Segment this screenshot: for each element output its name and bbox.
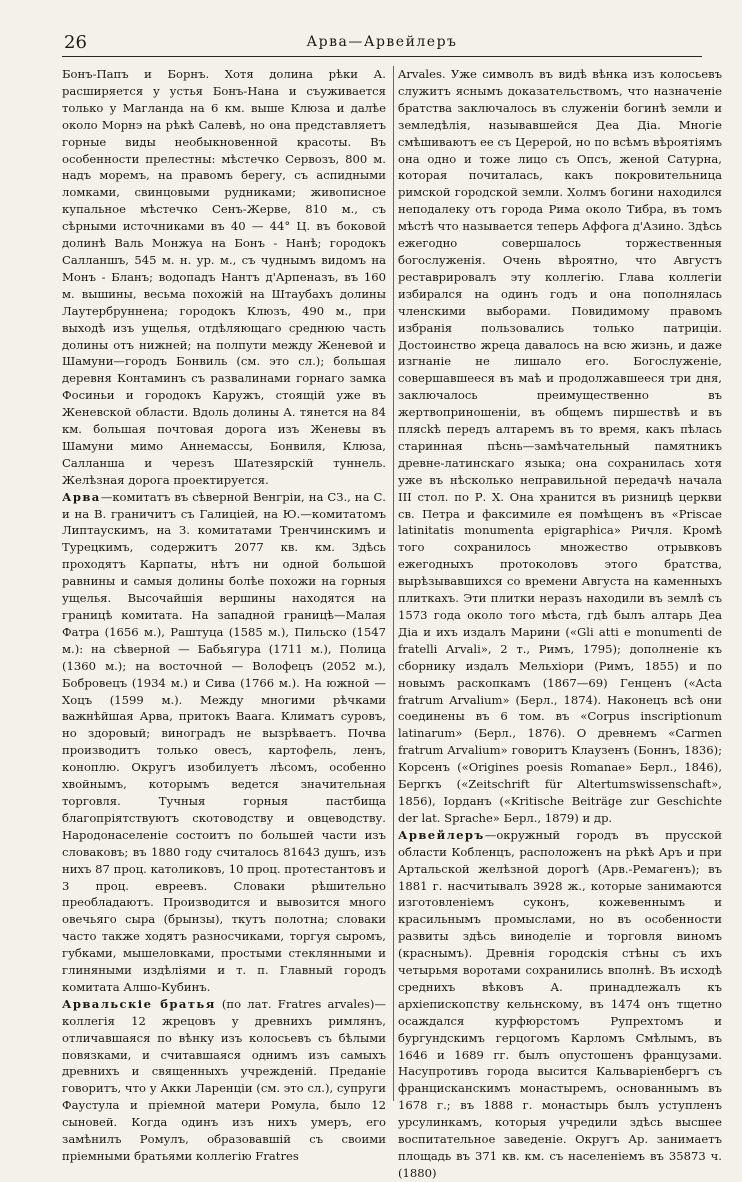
entry-arva [62,489,386,996]
entry-arvalskie-bratya [62,996,386,1165]
entry-text: (по лат. Fratres arvales)—коллегія 12 жрецовъ у древнихъ римлянъ, отличавшаяся по вѣнку изъ колосьевъ съ бѣлыми повязками, и считавшаяся однимъ изъ самыхъ древнихъ и священныхъ учрежденій. Преданіе говоритъ, что у Акки Ларенціи (см. это сл.), супруги Фаустула и пріемной матери Ромула, было 12 сыновей. Когда одинъ изъ нихъ умеръ, его замѣнилъ Ромулъ, образовавшій съ своими пріемными братьями коллегію Fratres [62,996,386,1163]
entry-headword: Арвейлеръ [398,827,485,842]
entry-text: —окружный городъ въ прусской области Кобленцъ, расположенъ на рѣкѣ Аръ и при Артальской желѣзной дорогѣ (Арв.-Ремагенъ); въ 1881 г. насчитывалъ 3928 ж., которые занимаются изготовленіемъ суконъ, кожевеннымъ и красильнымъ промыслами, но въ особенности развиты здѣсь виноделіе и торговля виномъ (краснымъ). Древнія городскія стѣны съ ихъ четырьмя воротами сохранились вполнѣ. Въ исходѣ среднихъ вѣковъ А. принадлежалъ къ архіепископству кельнскому, въ 1474 онъ тщетно осаждался курфюрстомъ Рупрехтомъ и бургундскимъ герцогомъ Карломъ Смѣлымъ, въ 1646 и 1689 гг. былъ опустошенъ французами. Насупротивъ города высится Кальваріенбергъ съ францисканскимъ монастыремъ, основаннымъ въ 1678 г.; въ 1888 г. монастырь былъ уступленъ урсулинкамъ, которыя учредили здѣсь высшее воспитательное заведеніе. Округъ Ар. занимаетъ площадь въ 371 кв. км. съ населеніемъ въ 35873 ч. (1880) [398,827,722,1180]
entry-text: —комитатъ въ сѣверной Венгріи, на СЗ., на С. и на В. граничитъ съ Галиціей, на Ю.—комитатомъ Липтаускимъ, на З. комитатами Тренчинскимъ и Турецкимъ, содержитъ 2077 кв. км. Здѣсь проходятъ Карпаты, нѣтъ ни одной большой равнины и самыя долины болѣе похожи на горныя ущелья. Высочайшія вершины находятся на границѣ комитата. На западной границѣ—Малая Фатра (1656 м.), Раштуца (1585 м.), Пильско (1547 м.): на сѣверной — Бабьягура (1711 м.), Полица (1360 м.); на восточной — Волофецъ (2052 м.), Бобровецъ (1934 м.) и Сива (1766 м.). На южной — Хоцъ (1599 м.). Между многими рѣчками важнѣйшая Арва, притокъ Ваага. Климатъ суровъ, но здоровый; виноградъ не вызрѣваетъ. Почва производитъ только овесъ, картофель, ленъ, коноплю. Округъ изобилуетъ лѣсомъ, особенно хвойнымъ, которымъ ведется значительная торговля. Тучныя горныя пастбища благопріятствуютъ скотоводству и овцеводству. Народонаселеніе состоитъ по большей части изъ словаковъ; въ 1880 году считалось 81643 душъ, изъ нихъ 87 проц. католиковъ, 10 проц. протестантовъ и 3 проц. евреевъ. Словаки рѣшительно преобладаютъ. Производится и вывозится много овечьяго сыра (брынзы), ткутъ полотна; словаки часто также ходятъ разносчиками, торгуя сыромъ, губками, мышеловками, простыми стеклянными и глиняными издѣліями и т. п. Главный городъ комитата Алшо-Кубинъ. [62,489,386,994]
entry-continuation [398,66,722,827]
running-head: Арва—Арвейлеръ [306,34,458,50]
entry-continuation [62,66,386,489]
entry-text: Бонъ-Папъ и Борнъ. Хотя долина рѣки А. расширяется у устья Бонъ-Нана и съуживается только у Магланда на 6 км. выше Клюза и далѣе около Морнэ на рѣкѣ Салевѣ, но она представляетъ горные виды необыкновенной красоты. Въ особенности прелестны: мѣстечко Сервозъ, 800 м. надъ моремъ, на правомъ берегу, съ аспидными ломками, свинцовыми рудниками; живописное купальное мѣстечко Сенъ-Жерве, 810 м., съ сѣрными источниками въ 40 — 44° Ц. въ боковой долинѣ Валь Монжуа на Бонъ - Нанѣ; городокъ Салланшъ, 545 м. н. ур. м., съ чуднымъ видомъ на Монъ - Бланъ; водопадъ Нантъ д'Арпеназъ, въ 160 м. вышины, весьма похожій на Штаубахъ долины Лаутербруннена; городокъ Клюзъ, 490 м., при выходѣ изъ ущелья, отдѣляющаго среднюю часть долины отъ нижней; на полпути между Женевой и Шамуни—городъ Бонвиль (см. это сл.); большая деревня Контаминъ съ развалинами горнаго замка Фосиньи и городокъ Каружъ, стоящій уже въ Женевской области. Вдоль долины А. тянется на 84 км. большая почтовая дорога изъ Женевы въ Шамуни мимо Аннемассы, Бонвиля, Клюза, Салланша и черезъ Шатезярскій туннель. Желѣзная дорога проектируется. [62,67,386,487]
entry-text: Arvales. Уже символъ въ видѣ вѣнка изъ колосьевъ служитъ яснымъ доказательствомъ, что назначеніе братства заключалось въ служеніи богинѣ земли и земледѣлія, называвшейся Деа Діа. Многіе смѣшиваютъ ее съ Церерой, но по всѣмъ вѣроятіямъ она одно и тоже лицо съ Опсъ, женой Сатурна, которая почиталась, какъ покровительница римской городской земли. Холмъ богини находился неподалеку отъ города Рима около Тибра, въ томъ мѣстѣ что называется теперь Аффога д'Азино. Здѣсь ежегодно совершалось торжественныя богослуженія. Очень вѣроятно, что Августъ реставрировалъ эту коллегію. Глава коллегіи избирался на одинъ годъ и она пополнялась членскими выборами. Повидимому правомъ избранія пользовались только патриціи. Достоинство жреца давалось на всю жизнь, и даже изгнаніе не лишало его. Богослуженіе, совершавшееся въ маѣ и продолжавшееся три дня, заключалось преимущественно въ жертвоприношеніи, въ общемъ пиршествѣ и въ плясkѣ передъ алтаремъ въ то время, какъ пѣлась старинная пѣснь—замѣчательный памятникъ древне-латинскаго языка; она сохранилась хотя уже въ нѣсколько неправильной передачѣ начала III стол. по Р. Х. Она хранится въ ризницѣ церкви св. Петра и факсимиле ея помѣщенъ въ «Priscae latinitatis monumenta epigraphica» Ричля. Кромѣ того сохранилось множество отрывковъ ежегодныхъ протоколовъ этого братства, вырѣзывавшихся со времени Августа на каменныхъ плиткахъ. Эти плитки неразъ находили въ землѣ съ 1573 года около того мѣста, гдѣ былъ алтарь Деа Діа и ихъ издалъ Марини («Gli atti e monumenti de fratelli Arvali», 2 т., Римъ, 1795); дополненіе къ сборнику издалъ Мельхіори (Римъ, 1855) и по новымъ раскопкамъ (1867—69) Генценъ («Acta fratrum Arvalium» (Берл., 1874). Наконецъ всѣ они соединены въ 6 том. въ «Corpus inscriptionum latinarum» (Берл., 1876). О древнемъ «Carmen fratrum Arvalium» говоритъ Клаузенъ (Боннъ, 1836); Корсенъ («Origines poesis Romanae» Берл., 1846), Бергкъ («Zeitschrift für Altertumswissenschaft», 1856), Іорданъ («Kritische Beiträge zur Geschichte der lat. Sprache» Берл., 1879) и др. [398,67,722,825]
column-divider [393,66,394,1101]
right-column [398,66,722,1180]
left-column [62,66,386,1163]
entry-headword: Арвальскіе братья [62,996,216,1011]
entry-headword: Арва [62,489,101,504]
entry-arveyler [398,827,722,1182]
page-number: 26 [64,32,87,53]
page-header [62,30,702,57]
